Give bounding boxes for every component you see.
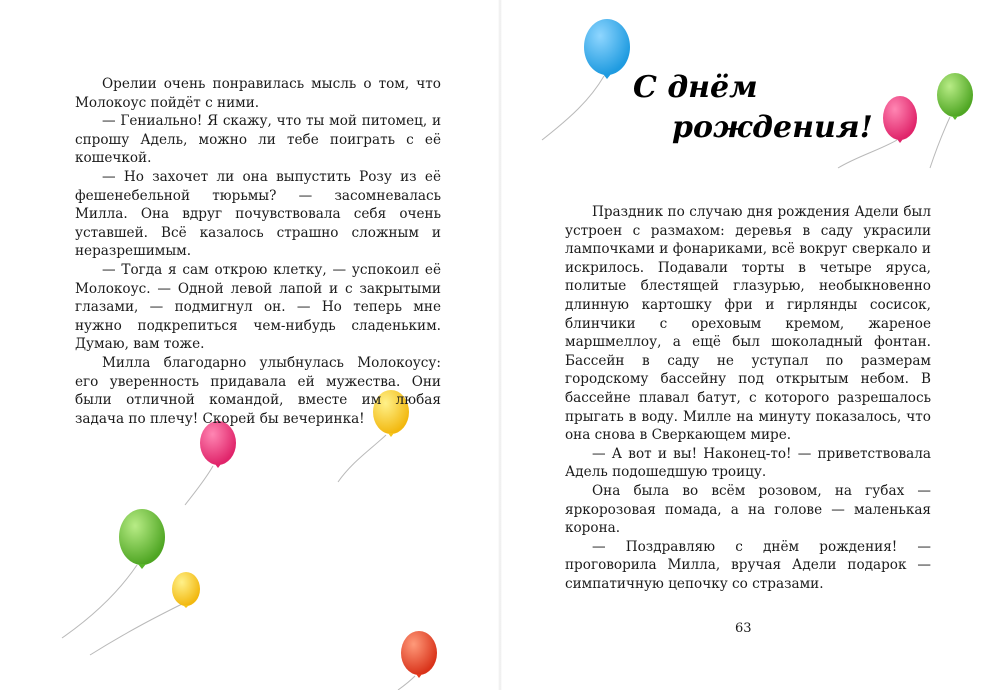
page-number: 63 (735, 621, 752, 636)
green-balloon (62, 509, 165, 638)
pink-balloon (185, 421, 236, 505)
paragraph: — Гениально! Я скажу, что ты мой питомец, и спрошу Адель, можно ли тебе поиграть с её кошечкой. (75, 113, 441, 167)
blue-balloon (542, 19, 630, 140)
green-balloon (930, 73, 973, 168)
paragraph: — А вот и вы! Наконец-то! — приветствовала Адель подошедшую троицу. (565, 445, 931, 481)
paragraph: Орелии очень понравилась мысль о том, что Молокоус пойдёт с ними. (75, 76, 441, 111)
paragraph: Праздник по случаю дня рождения Адели был устроен с размахом: деревья в саду украсили лампочками и фонариками, всё вокруг сверкало и искрилось. Подавали торты в четыре яруса, политые блестящей глазурью, необыкновенно длинную картошку фри и гирлянды сосисок, блинчики с ореховым кремом, жареное маршмеллоу, а ещё был шоколадный фонтан. Бассейн в саду не уступал по размерам городскому бассейну под открытым небом. В бассейне плавал батут, с которого разрешалось прыгать в воду. Милле на минуту показалось, что она снова в Сверкающем мире. (565, 204, 931, 444)
paragraph: Она была во всём розовом, на губах — яркорозовая помада, а на голове — маленькая корона. (565, 482, 931, 537)
paragraph: — Но захочет ли она выпустить Розу из её фешенебельной тюрьмы? — засомневалась Милла. Она вдруг почувствовала себя очень уставшей. Всё казалось страшно сложным и неразрешимым. (75, 168, 441, 260)
paragraph: — Поздравляю с днём рождения! — проговорила Милла, вручая Адели подарок — симпатичную цепочку со стразами. (565, 538, 931, 592)
left-page-text (75, 75, 441, 428)
red-balloon (398, 631, 437, 690)
chapter-title-line1: С днём (633, 70, 758, 105)
paragraph: — Тогда я сам открою клетку, — успокоил её Молокоус. — Одной левой лапой и с закрытыми глазами, — подмигнул он. — Но теперь мне нужно подкрепиться чем-нибудь сладеньким. Думаю, вам тоже. (75, 261, 441, 353)
paragraph: Милла благодарно улыбнулась Молокоусу: его уверенность придавала ей мужества. Они были отличной командой, вместе им любая задача по плечу! Скорей бы вечеринка! (75, 354, 441, 427)
chapter-title-line2: рождения! (672, 110, 873, 145)
right-page-text (565, 203, 931, 593)
yellow-balloon (90, 572, 200, 655)
